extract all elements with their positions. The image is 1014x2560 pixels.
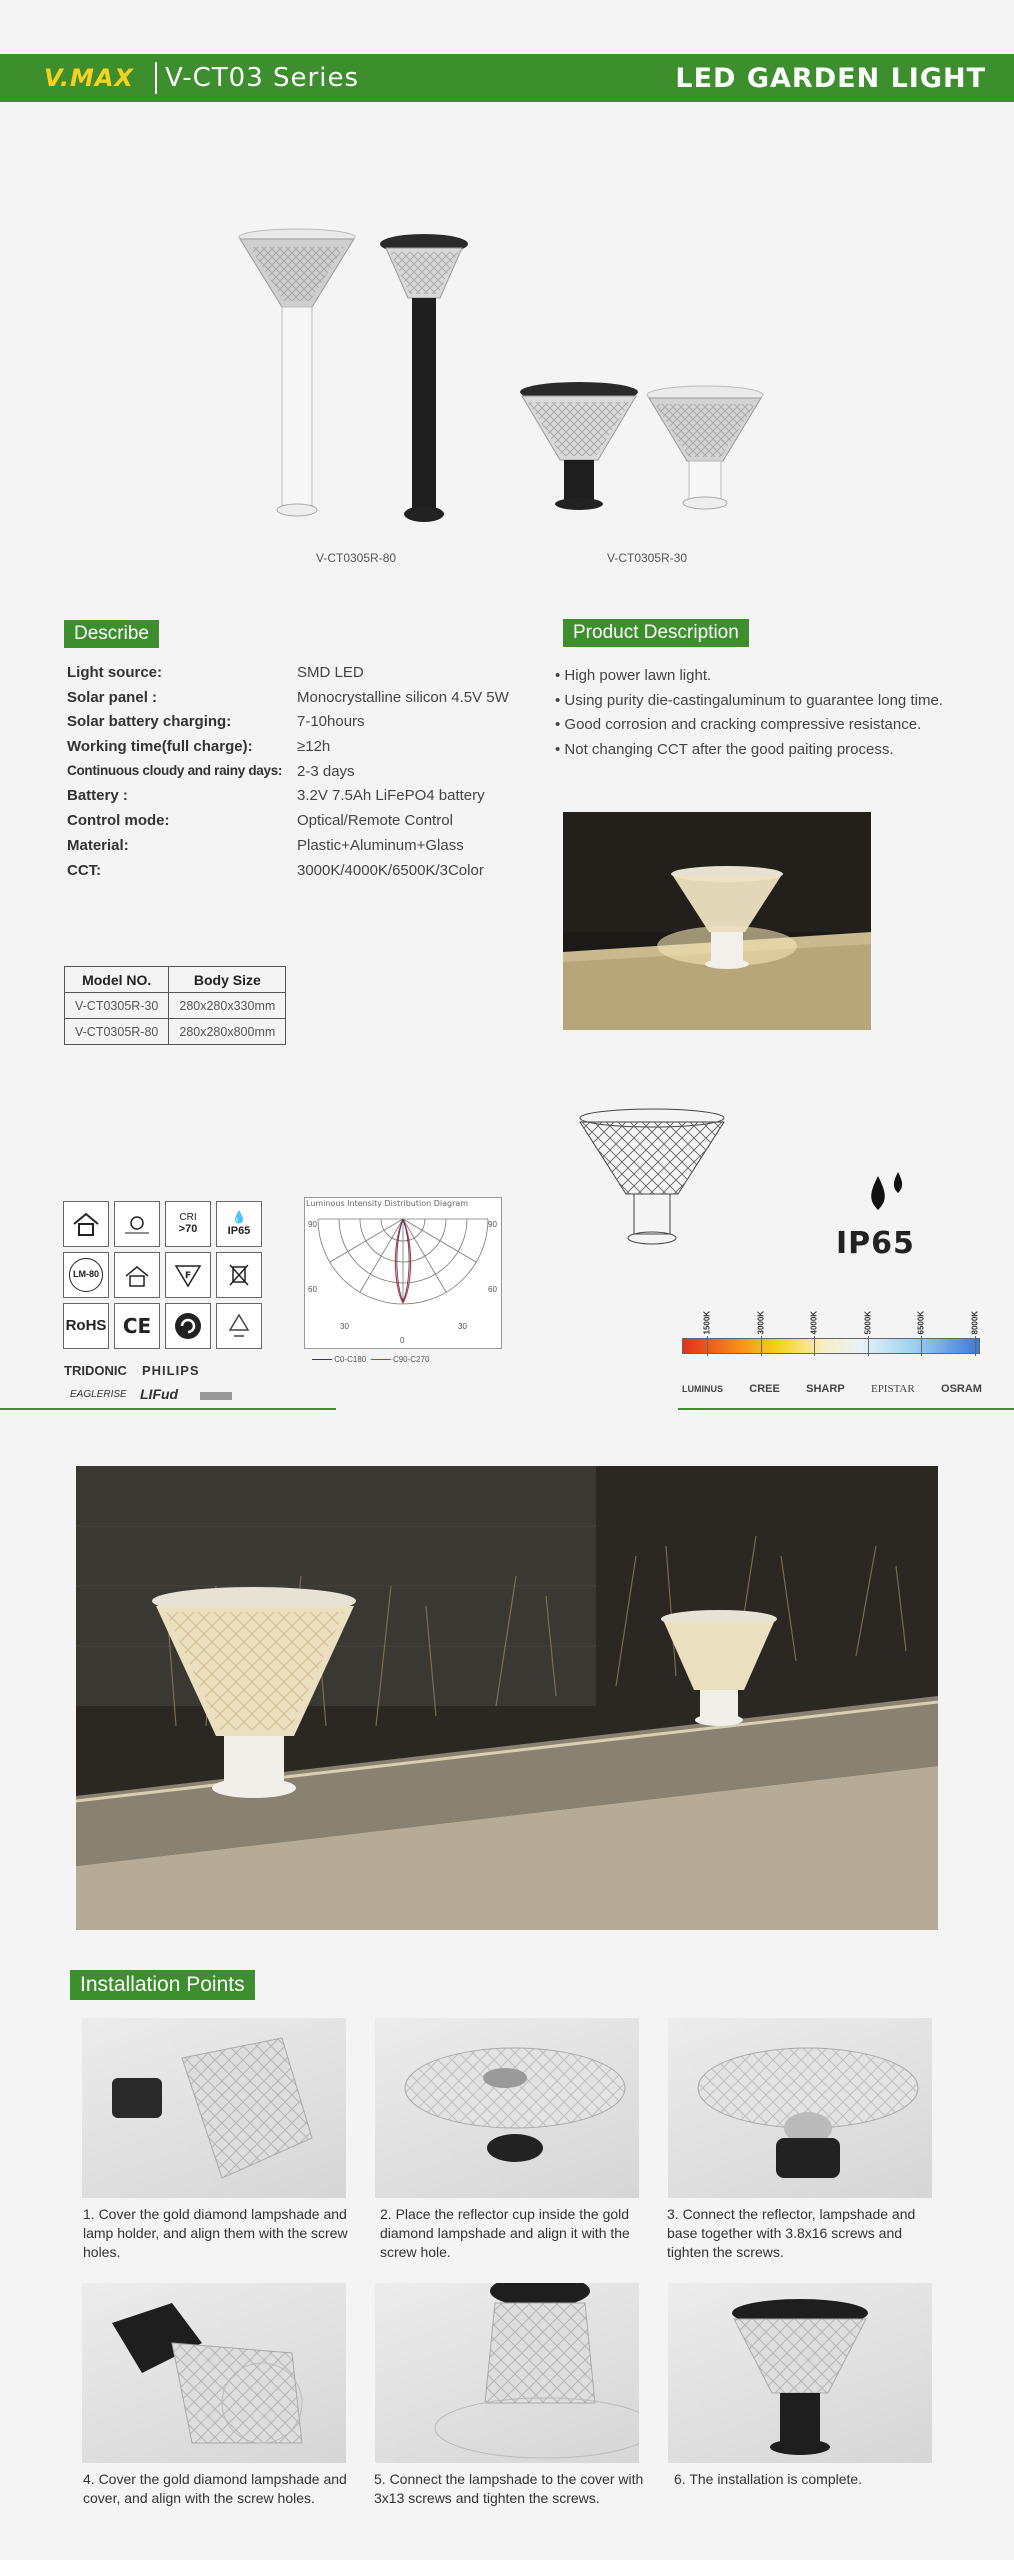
- cct-tick: [707, 1336, 708, 1356]
- table-cell: V-CT0305R-80: [65, 1019, 169, 1045]
- product-short-black-image: [518, 380, 640, 520]
- chip-brand-osram: OSRAM: [941, 1383, 982, 1395]
- table-row: [65, 993, 286, 1019]
- chip-brand-sharp: SHARP: [806, 1383, 845, 1395]
- cri-label: CRI: [179, 1212, 197, 1224]
- rohs-icon: RoHS: [63, 1303, 109, 1349]
- recycle-arrow-icon: [165, 1303, 211, 1349]
- lamp-line-drawing: [574, 1108, 730, 1254]
- series-title: V-CT03 Series: [165, 63, 359, 93]
- house-plus-icon: [114, 1252, 160, 1298]
- table-header: Model NO.: [65, 967, 169, 993]
- diagram-legend: [312, 1355, 429, 1364]
- cct-scale: [682, 1302, 980, 1360]
- table-cell: 280x280x330mm: [169, 993, 286, 1019]
- spec-row: [67, 837, 547, 862]
- step-2-image: [375, 2018, 639, 2198]
- diagram-title: Luminous Intensity Distribution Diagram: [306, 1199, 469, 1208]
- spec-value: Plastic+Aluminum+Glass: [297, 836, 464, 854]
- ip65-icon-label: IP65: [227, 1224, 251, 1237]
- spec-key: Battery :: [67, 787, 128, 805]
- tick-60-right: 60: [488, 1285, 497, 1294]
- tick-60-left: 60: [308, 1285, 317, 1294]
- step-1-text: 1. Cover the gold diamond lampshade and lamp holder, and align them with the screw holes.: [83, 2206, 348, 2260]
- brand-lifud: LIFud: [140, 1386, 179, 1402]
- spec-row: [67, 713, 547, 738]
- step-6-image: [668, 2283, 932, 2463]
- spec-list: [67, 664, 547, 886]
- tick-90-right: 90: [488, 1220, 497, 1229]
- cct-tick-label: 5000K: [863, 1310, 873, 1335]
- step-3-image: [668, 2018, 932, 2198]
- cct-tick: [814, 1336, 815, 1356]
- caption-v-ct0305r-30: V-CT0305R-30: [607, 551, 688, 565]
- legend-c0-c180: C0-C180: [334, 1355, 367, 1364]
- spec-row: [67, 763, 547, 788]
- cri-icon: [165, 1201, 211, 1247]
- lm80-icon: [63, 1252, 109, 1298]
- spec-value: ≥12h: [297, 738, 331, 756]
- spec-value: 2-3 days: [297, 762, 355, 780]
- green-divider-left: [0, 1408, 336, 1410]
- spec-row: [67, 787, 547, 812]
- description-item: • Not changing CCT after the good paiting process.: [555, 741, 894, 759]
- spec-value: 7-10hours: [297, 713, 365, 731]
- f-mark-icon: [165, 1252, 211, 1298]
- step-6-text: 6. The installation is complete.: [674, 2471, 863, 2487]
- brand-logo: V.MAX: [44, 64, 134, 92]
- weee-icon: [216, 1252, 262, 1298]
- cct-tick-label: 3000K: [756, 1310, 766, 1335]
- spec-key: Control mode:: [67, 812, 170, 830]
- brand-eaglerise: EAGLERISE: [70, 1389, 127, 1400]
- caption-v-ct0305r-80: V-CT0305R-80: [316, 551, 397, 565]
- spec-value: 3.2V 7.5Ah LiFePO4 battery: [297, 787, 485, 805]
- cct-tick: [921, 1336, 922, 1356]
- spec-value: SMD LED: [297, 664, 364, 681]
- ip65-icon: 💧 IP65: [216, 1201, 262, 1247]
- step-5-image: [375, 2283, 639, 2463]
- cct-tick: [868, 1336, 869, 1356]
- recycle-icon: [216, 1303, 262, 1349]
- spec-row: [67, 862, 547, 887]
- cct-tick-label: 6500K: [916, 1310, 926, 1335]
- chip-brand-cree: CREE: [749, 1383, 780, 1395]
- step-1-image: [82, 2018, 346, 2198]
- table-cell: 280x280x800mm: [169, 1019, 286, 1045]
- step-4-text: 4. Cover the gold diamond lampshade and cover, and align with the screw holes.: [83, 2471, 347, 2506]
- cct-tick: [761, 1336, 762, 1356]
- spec-key: Solar panel :: [67, 688, 158, 706]
- night-product-photo: [563, 812, 871, 1030]
- cri-value: >70: [178, 1223, 198, 1236]
- small-brand-logo: [200, 1392, 232, 1400]
- chip-brand-row: [682, 1382, 982, 1396]
- green-divider-right: [678, 1408, 1014, 1410]
- spec-key: Continuous cloudy and rainy days:: [67, 762, 283, 778]
- spec-value: 3000K/4000K/6500K/3Color: [297, 861, 484, 879]
- product-description-list: [555, 664, 985, 763]
- step-4-image: [82, 2283, 346, 2463]
- spec-key: Working time(full charge):: [67, 738, 253, 756]
- header-banner: [0, 54, 1014, 102]
- brand-tridonic: TRIDONIC: [64, 1363, 127, 1378]
- intensity-diagram: [304, 1197, 502, 1364]
- model-table: [64, 966, 286, 1045]
- chip-brand-epistar: EPISTAR: [870, 1383, 915, 1395]
- spec-key: Material:: [67, 836, 129, 854]
- spec-key: Solar battery charging:: [67, 713, 232, 731]
- garden-scene-photo: [76, 1466, 938, 1930]
- description-item: • Using purity die-castingaluminum to guarantee long time.: [555, 691, 943, 709]
- cct-color-bar: [682, 1338, 980, 1354]
- description-item: • Good corrosion and cracking compressive resistance.: [555, 716, 922, 734]
- describe-title: Describe: [64, 620, 159, 648]
- table-row: [65, 1019, 286, 1045]
- tick-30-left: 30: [340, 1322, 349, 1331]
- indoor-outdoor-icon: [63, 1201, 109, 1247]
- ce-icon: CE: [114, 1303, 160, 1349]
- spec-row: [67, 812, 547, 837]
- tick-90-left: 90: [308, 1220, 317, 1229]
- spec-value: Optical/Remote Control: [297, 812, 453, 830]
- table-cell: V-CT0305R-30: [65, 993, 169, 1019]
- chip-brand-luminus: LUMINUS: [682, 1384, 723, 1394]
- brand-philips: PHILIPS: [142, 1363, 200, 1378]
- cct-tick-label: 4000K: [809, 1310, 819, 1335]
- page-title: LED GARDEN LIGHT: [675, 63, 986, 94]
- cct-tick-label: 8000K: [970, 1310, 980, 1335]
- spec-row: [67, 664, 547, 689]
- header-divider: [155, 62, 157, 94]
- installation-title: Installation Points: [70, 1970, 255, 2000]
- svg-text:F: F: [185, 1271, 192, 1281]
- ip65-rating: IP65: [836, 1226, 915, 1261]
- cct-tick: [975, 1336, 976, 1356]
- product-description-title: Product Description: [563, 619, 749, 647]
- spec-row: [67, 738, 547, 763]
- water-drops-icon: [864, 1170, 908, 1220]
- spec-key: CCT:: [67, 861, 102, 879]
- spec-key: Light source:: [67, 664, 163, 681]
- lm80-label: LM-80: [69, 1258, 103, 1292]
- step-3-text: 3. Connect the reflector, lampshade and base together with 3.8x16 screws and tighten the screws.: [667, 2206, 916, 2260]
- spec-value: Monocrystalline silicon 4.5V 5W: [297, 688, 509, 706]
- description-item: • High power lawn light.: [555, 667, 712, 684]
- step-5-text: 5. Connect the lampshade to the cover with 3x13 screws and tighten the screws.: [374, 2471, 644, 2506]
- tick-0: 0: [400, 1336, 405, 1345]
- product-tall-black-image: [378, 232, 470, 532]
- tick-30-right: 30: [458, 1322, 467, 1331]
- table-header: Body Size: [169, 967, 286, 993]
- step-2-text: 2. Place the reflector cup inside the gold diamond lampshade and align it with the screw hole.: [380, 2206, 630, 2260]
- product-tall-white-image: [236, 225, 358, 525]
- cct-tick-label: 1500K: [702, 1310, 712, 1335]
- legend-c90-c270: C90-C270: [392, 1355, 430, 1364]
- dusk-to-dawn-icon: [114, 1201, 160, 1247]
- spec-row: [67, 689, 547, 714]
- product-short-white-image: [645, 383, 765, 523]
